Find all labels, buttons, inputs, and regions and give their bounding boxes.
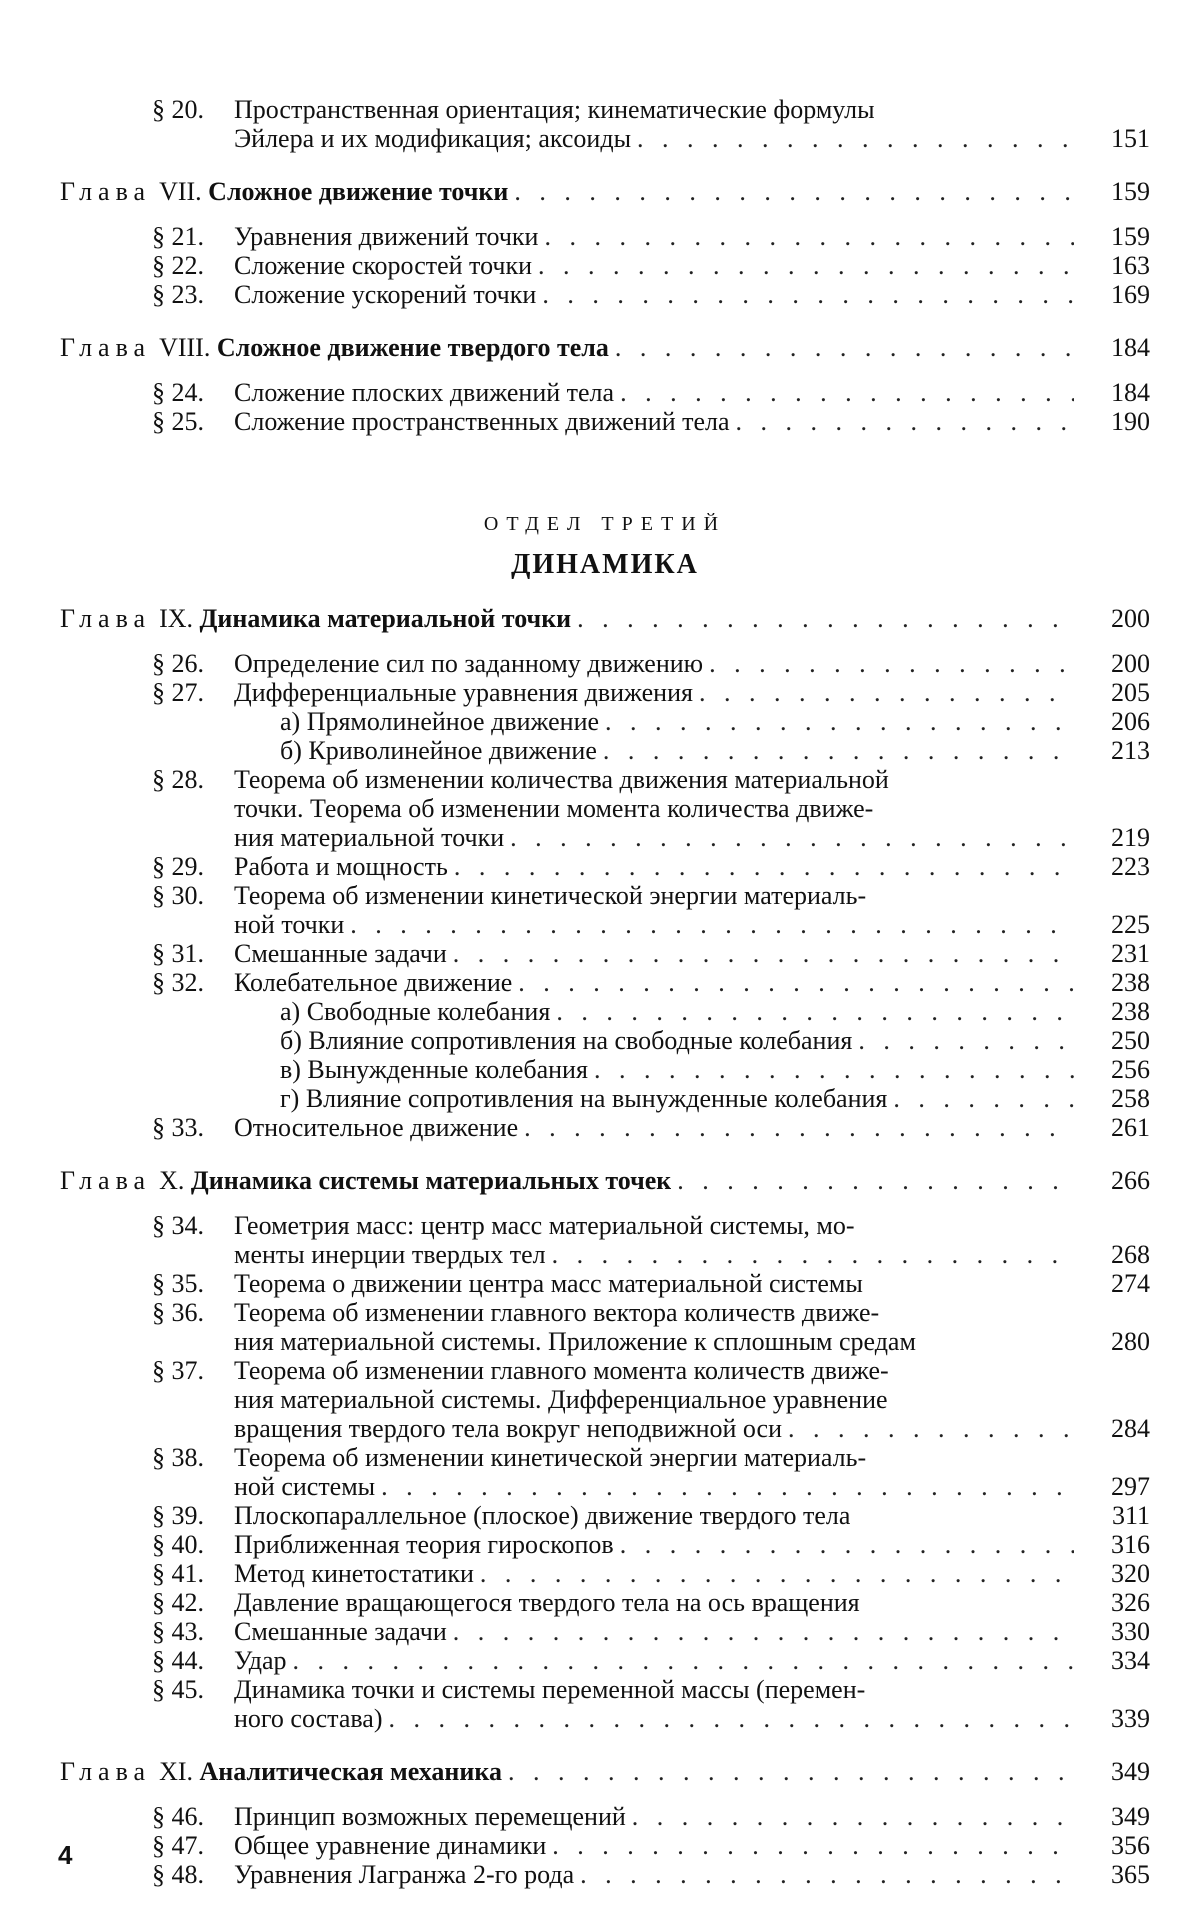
entry-text: а) Прямолинейное движение	[280, 707, 600, 736]
toc-entry-line	[60, 222, 1150, 251]
toc-entry-line	[60, 1559, 1150, 1588]
section-number: § 44.	[152, 1646, 204, 1675]
entry-text: Удар	[234, 1646, 287, 1675]
entry-text: ния материальной системы. Приложение к сплошным средам	[234, 1327, 916, 1356]
entry-text: б) Влияние сопротивления на свободные колебания	[280, 1026, 853, 1055]
section-number: § 22.	[152, 251, 204, 280]
page-ref: 274	[1111, 1269, 1150, 1298]
chapter-title: Динамика материальной точки	[199, 604, 572, 633]
toc-entry-line	[60, 1269, 1150, 1298]
entry-text: а) Свободные колебания	[280, 997, 551, 1026]
entry-text: Сложение пространственных движений тела	[234, 407, 730, 436]
page-ref: 151	[1111, 124, 1150, 153]
toc-subentry	[60, 1084, 1150, 1113]
dot-leader	[605, 707, 1074, 736]
spacer	[60, 208, 1150, 222]
page-ref: 316	[1111, 1530, 1150, 1559]
chapter-label: Глава	[60, 333, 152, 362]
page-ref: 261	[1111, 1113, 1150, 1142]
entry-text: Принцип возможных перемещений	[234, 1802, 626, 1831]
section-number: § 42.	[152, 1588, 204, 1617]
toc-entry-line	[60, 1617, 1150, 1646]
page-ref: 159	[1111, 222, 1150, 251]
entry-text: Теорема об изменении главного вектора количеств движе-	[234, 1298, 880, 1327]
entry-text: Определение сил по заданному движению	[234, 649, 704, 678]
entry-text: ния материальной точки	[234, 823, 505, 852]
dot-leader	[544, 222, 1074, 251]
page-ref: 238	[1111, 968, 1150, 997]
page-ref: 184	[1111, 378, 1150, 407]
page-ref: 163	[1111, 251, 1150, 280]
section-number: § 20.	[152, 95, 204, 124]
section-number: § 34.	[152, 1211, 204, 1240]
entry-text: г) Влияние сопротивления на вынужденные колебания	[280, 1084, 888, 1113]
page-ref: 159	[1111, 177, 1150, 206]
dot-leader	[677, 1164, 1074, 1197]
page-ref: 225	[1111, 910, 1150, 939]
section-number: § 46.	[152, 1802, 204, 1831]
spacer	[60, 309, 1150, 331]
chapter-title-wrap	[60, 175, 508, 208]
dot-leader	[552, 1831, 1074, 1860]
chapter-label: Глава	[60, 604, 152, 633]
dot-leader	[632, 1802, 1074, 1831]
entry-text: Плоскопараллельное (плоское) движение твердого тела	[234, 1501, 851, 1530]
chapter-title: Сложное движение точки	[208, 177, 509, 206]
section-number: § 24.	[152, 378, 204, 407]
page-ref: 356	[1111, 1831, 1150, 1860]
entry-text: Колебательное движение	[234, 968, 513, 997]
page-ref: 205	[1111, 678, 1150, 707]
entry-text: Теорема об изменении кинетической энергии материаль-	[234, 1443, 867, 1472]
page-ref: 280	[1111, 1327, 1150, 1356]
toc-entry-line	[60, 1356, 1150, 1385]
entry-text: Смешанные задачи	[234, 1617, 447, 1646]
section-number: § 23.	[152, 280, 204, 309]
section-number: § 41.	[152, 1559, 204, 1588]
page-ref: 256	[1111, 1055, 1150, 1084]
entry-text: Теорема об изменении главного момента количеств движе-	[234, 1356, 889, 1385]
toc-entry-line	[60, 1298, 1150, 1327]
dot-leader	[514, 175, 1074, 208]
toc-entry-line	[60, 1414, 1150, 1443]
entry-text: в) Вынужденные колебания	[280, 1055, 588, 1084]
page-ref: 184	[1111, 333, 1150, 362]
dot-leader	[637, 124, 1074, 153]
spacer	[60, 153, 1150, 175]
page-ref: 238	[1111, 997, 1150, 1026]
toc-subentry	[60, 1026, 1150, 1055]
chapter-roman: VII.	[159, 177, 202, 206]
page-ref: 258	[1111, 1084, 1150, 1113]
dot-leader	[389, 1704, 1074, 1733]
page-ref: 231	[1111, 939, 1150, 968]
section-number: § 37.	[152, 1356, 204, 1385]
toc-entry-line	[60, 1113, 1150, 1142]
entry-text: ной точки	[234, 910, 345, 939]
toc-subentry	[60, 707, 1150, 736]
page-ref: 219	[1111, 823, 1150, 852]
section-number: § 33.	[152, 1113, 204, 1142]
page-ref: 250	[1111, 1026, 1150, 1055]
chapter-label: Глава	[60, 1757, 152, 1786]
chapter-heading	[60, 331, 1150, 364]
chapter-heading	[60, 1164, 1150, 1197]
page-ref: 169	[1111, 280, 1150, 309]
toc-entry-line	[60, 1443, 1150, 1472]
chapter-roman: X.	[159, 1166, 185, 1195]
toc-entry-line	[60, 678, 1150, 707]
spacer	[60, 588, 1150, 602]
page-ref: 326	[1111, 1588, 1150, 1617]
dot-leader	[893, 1084, 1074, 1113]
entry-text: ной системы	[234, 1472, 376, 1501]
dot-leader	[620, 1530, 1074, 1559]
chapter-roman: IX.	[159, 604, 194, 633]
toc-entry-line	[60, 649, 1150, 678]
dot-leader	[518, 968, 1074, 997]
chapter-heading	[60, 602, 1150, 635]
chapter-title: Динамика системы материальных точек	[190, 1166, 672, 1195]
page-ref: 330	[1111, 1617, 1150, 1646]
toc-subentry	[60, 1055, 1150, 1084]
toc-entry-line	[60, 1327, 1150, 1356]
dot-leader	[538, 251, 1074, 280]
dot-leader	[552, 1240, 1074, 1269]
entry-text: Сложение ускорений точки	[234, 280, 537, 309]
page-ref: 268	[1111, 1240, 1150, 1269]
toc-subentry	[60, 736, 1150, 765]
entry-text: Теорема о движении центра масс материальной системы	[234, 1269, 863, 1298]
spacer	[60, 1142, 1150, 1164]
toc-entry-line	[60, 1831, 1150, 1860]
toc-entry-line	[60, 1802, 1150, 1831]
section-number: § 28.	[152, 765, 204, 794]
entry-text: Работа и мощность	[234, 852, 448, 881]
toc-subentry	[60, 997, 1150, 1026]
toc-entry-line	[60, 823, 1150, 852]
chapter-heading	[60, 175, 1150, 208]
dot-leader	[510, 823, 1074, 852]
entry-text: ного состава)	[234, 1704, 383, 1733]
dot-leader	[381, 1472, 1074, 1501]
toc-entry-line	[60, 407, 1150, 436]
spacer	[60, 1197, 1150, 1211]
page-ref: 206	[1111, 707, 1150, 736]
toc-entry-line	[60, 852, 1150, 881]
page-ref: 311	[1111, 1501, 1150, 1530]
dot-leader	[580, 1860, 1074, 1889]
chapter-roman: VIII.	[159, 333, 211, 362]
spacer	[60, 1788, 1150, 1802]
entry-text: Метод кинетостатики	[234, 1559, 474, 1588]
chapter-title-wrap	[60, 331, 609, 364]
page-ref: 200	[1111, 649, 1150, 678]
dot-leader	[524, 1113, 1074, 1142]
dot-leader	[603, 736, 1074, 765]
toc-entry-line	[60, 881, 1150, 910]
dot-leader	[615, 331, 1074, 364]
toc-entry-line	[60, 124, 1150, 153]
dot-leader	[453, 1617, 1074, 1646]
section-number: § 43.	[152, 1617, 204, 1646]
page-ref: 349	[1111, 1802, 1150, 1831]
section-number: § 38.	[152, 1443, 204, 1472]
section-number: § 47.	[152, 1831, 204, 1860]
chapter-title: Сложное движение твердого тела	[216, 333, 609, 362]
chapter-label: Глава	[60, 1166, 152, 1195]
toc-entry-line	[60, 1860, 1150, 1889]
entry-text: б) Криволинейное движение	[280, 736, 597, 765]
dot-leader	[454, 852, 1074, 881]
entry-text: Теорема об изменении количества движения материальной	[234, 765, 889, 794]
toc-entry-line	[60, 378, 1150, 407]
entry-text: Дифференциальные уравнения движения	[234, 678, 693, 707]
entry-text: Сложение скоростей точки	[234, 251, 533, 280]
chapter-label: Глава	[60, 177, 152, 206]
dot-leader	[736, 407, 1074, 436]
toc-entry-line	[60, 251, 1150, 280]
page-ref: 284	[1111, 1414, 1150, 1443]
section-number: § 30.	[152, 881, 204, 910]
chapter-roman: XI.	[159, 1757, 194, 1786]
section-number: § 48.	[152, 1860, 204, 1889]
entry-text: ния материальной системы. Дифференциальное уравнение	[234, 1385, 888, 1414]
page-ref: 297	[1111, 1472, 1150, 1501]
entry-text: Давление вращающегося твердого тела на ось вращения	[234, 1588, 860, 1617]
page-ref: 320	[1111, 1559, 1150, 1588]
table-of-contents	[60, 95, 1150, 1889]
toc-entry-line	[60, 1501, 1150, 1530]
dot-leader	[556, 997, 1074, 1026]
dot-leader	[577, 602, 1074, 635]
entry-text: Уравнения Лагранжа 2-го рода	[234, 1860, 575, 1889]
entry-text: Динамика точки и системы переменной массы (перемен-	[234, 1675, 866, 1704]
toc-entry-line	[60, 95, 1150, 124]
dot-leader	[508, 1755, 1074, 1788]
spacer	[60, 635, 1150, 649]
spacer	[60, 1733, 1150, 1755]
spacer	[60, 364, 1150, 378]
entry-text: Относительное движение	[234, 1113, 519, 1142]
part-title: ДИНАМИКА	[511, 549, 699, 580]
spacer	[60, 436, 1150, 506]
toc-entry-line	[60, 1530, 1150, 1559]
dot-leader	[594, 1055, 1074, 1084]
chapter-title-wrap	[60, 1755, 502, 1788]
entry-text: Пространственная ориентация; кинематические формулы	[234, 95, 875, 124]
dot-leader	[480, 1559, 1074, 1588]
page-ref: 200	[1111, 604, 1150, 633]
chapter-title-wrap	[60, 602, 571, 635]
section-number: § 32.	[152, 968, 204, 997]
toc-entry-line	[60, 910, 1150, 939]
dot-leader	[542, 280, 1074, 309]
entry-text: Уравнения движений точки	[234, 222, 539, 251]
dot-leader	[858, 1026, 1074, 1055]
section-number: § 27.	[152, 678, 204, 707]
page-ref: 365	[1111, 1860, 1150, 1889]
section-number: § 45.	[152, 1675, 204, 1704]
section-number: § 31.	[152, 939, 204, 968]
toc-entry-line	[60, 1675, 1150, 1704]
dot-leader	[293, 1646, 1074, 1675]
section-number: § 39.	[152, 1501, 204, 1530]
toc-entry-line	[60, 939, 1150, 968]
chapter-title-wrap	[60, 1164, 671, 1197]
toc-entry-line	[60, 794, 1150, 823]
toc-entry-line	[60, 1704, 1150, 1733]
entry-text: менты инерции твердых тел	[234, 1240, 546, 1269]
toc-entry-line	[60, 1211, 1150, 1240]
page-ref: 190	[1111, 407, 1150, 436]
section-number: § 26.	[152, 649, 204, 678]
dot-leader	[453, 939, 1074, 968]
dot-leader	[620, 378, 1074, 407]
toc-entry-line	[60, 968, 1150, 997]
page-ref: 213	[1111, 736, 1150, 765]
entry-text: Сложение плоских движений тела	[234, 378, 615, 407]
chapter-heading	[60, 1755, 1150, 1788]
dot-leader	[350, 910, 1074, 939]
toc-entry-line	[60, 765, 1150, 794]
part-label: ОТДЕЛ ТРЕТИЙ	[483, 513, 727, 535]
entry-text: Смешанные задачи	[234, 939, 447, 968]
dot-leader	[699, 678, 1074, 707]
section-number: § 35.	[152, 1269, 204, 1298]
dot-leader	[709, 649, 1074, 678]
page-ref: 339	[1111, 1704, 1150, 1733]
toc-entry-line	[60, 1646, 1150, 1675]
page-ref: 334	[1111, 1646, 1150, 1675]
toc-entry-line	[60, 1472, 1150, 1501]
dot-leader	[788, 1414, 1074, 1443]
page-number: 4	[58, 1840, 73, 1870]
section-number: § 21.	[152, 222, 204, 251]
toc-entry-line	[60, 1588, 1150, 1617]
entry-text: точки. Теорема об изменении момента количества движе-	[234, 794, 874, 823]
section-number: § 25.	[152, 407, 204, 436]
toc-entry-line	[60, 1240, 1150, 1269]
page-ref: 266	[1111, 1166, 1150, 1195]
entry-text: Общее уравнение динамики	[234, 1831, 547, 1860]
toc-entry-line	[60, 1385, 1150, 1414]
section-number: § 40.	[152, 1530, 204, 1559]
entry-text: Теорема об изменении кинетической энергии материаль-	[234, 881, 867, 910]
entry-text: Приближенная теория гироскопов	[234, 1530, 614, 1559]
toc-entry-line	[60, 280, 1150, 309]
entry-text: Эйлера и их модификация; аксоиды	[234, 124, 632, 153]
chapter-title: Аналитическая механика	[199, 1757, 502, 1786]
entry-text: Геометрия масс: центр масс материальной системы, мо-	[234, 1211, 855, 1240]
page-ref: 223	[1111, 852, 1150, 881]
page-ref: 349	[1111, 1757, 1150, 1786]
entry-text: вращения твердого тела вокруг неподвижной оси	[234, 1414, 782, 1443]
section-number: § 36.	[152, 1298, 204, 1327]
section-number: § 29.	[152, 852, 204, 881]
